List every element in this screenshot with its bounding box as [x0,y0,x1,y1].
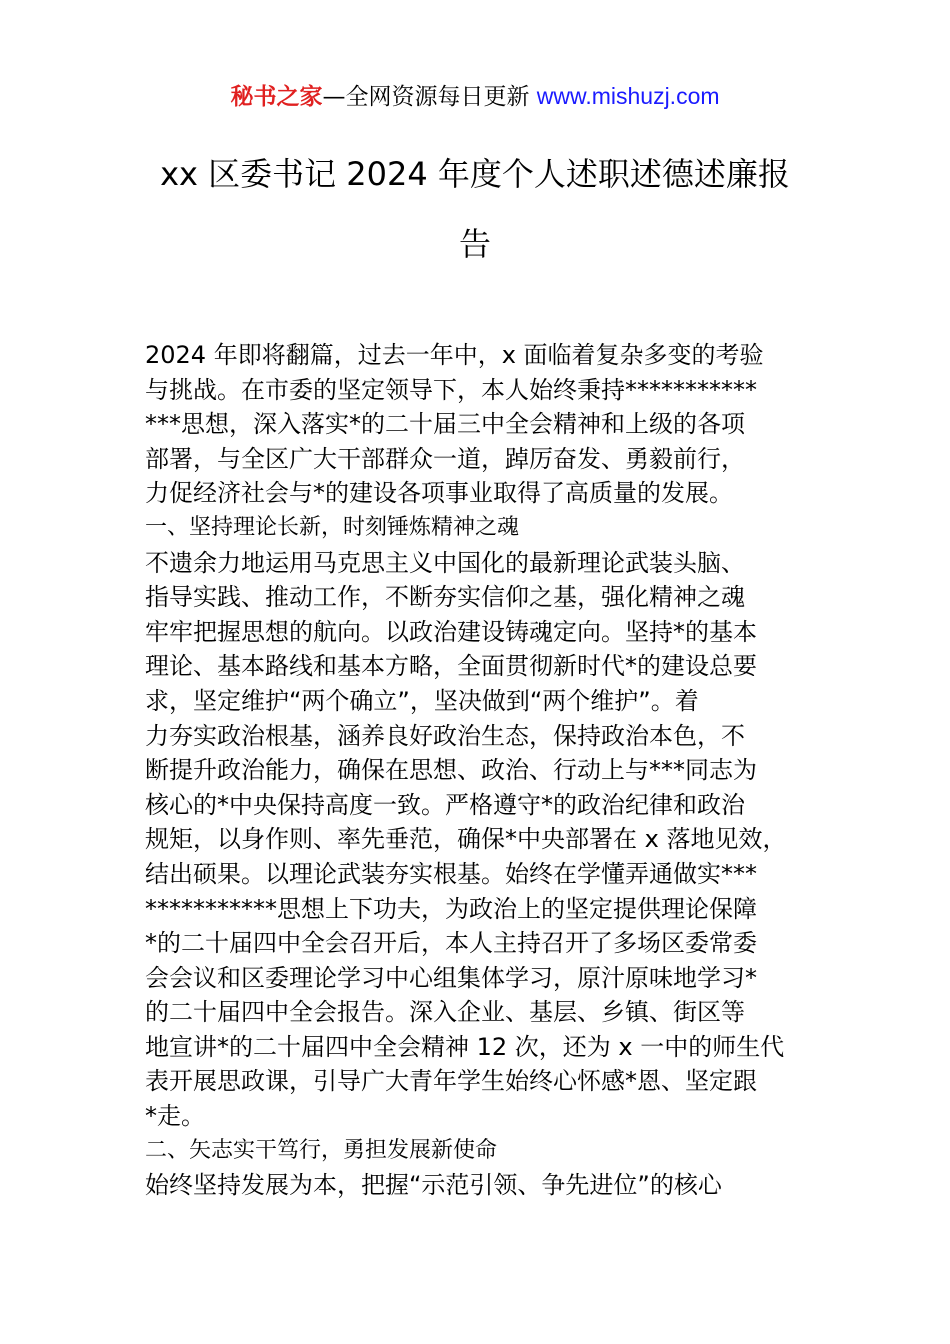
document-body [145,338,835,1203]
body-line: 不遗余力地运用马克思主义中国化的最新理论武装头脑、 [145,548,745,577]
body-line: 部署，与全区广大干部群众一道，踔厉奋发、勇毅前行， [145,444,745,473]
body-line: *走。 [145,1102,205,1131]
body-line: 断提升政治能力，确保在思想、政治、行动上与***同志为 [145,756,757,785]
site-tagline: —全网资源每日更新 [322,84,537,110]
site-name: 秘书之家 [230,84,323,110]
body-line: 核心的*中央保持高度一致。严格遵守*的政治纪律和政治 [145,790,745,819]
body-line: 指导实践、推动工作，不断夯实信仰之基，强化精神之魂 [145,583,745,612]
body-line: 力夯实政治根基，涵养良好政治生态，保持政治本色，不 [145,721,745,750]
body-line: *的二十届四中全会召开后，本人主持召开了多场区委常委 [145,929,757,958]
body-line: 的二十届四中全会报告。深入企业、基层、乡镇、街区等 [145,998,745,1027]
body-line: 始终坚持发展为本，把握“示范引领、争先进位”的核心 [145,1171,722,1200]
body-line: 力促经济社会与*的建设各项事业取得了高质量的发展。 [145,479,733,508]
body-line: 会会议和区委理论学习中心组集体学习，原汁原味地学习* [145,963,757,992]
body-line: 结出硕果。以理论武装夯实根基。始终在学懂弄通做实*** [145,859,757,888]
body-line: 规矩，以身作则、率先垂范，确保*中央部署在 x 落地见效， [145,825,787,854]
body-line: 地宣讲*的二十届四中全会精神 12 次，还为 x 一中的师生代 [145,1032,785,1061]
body-line: 理论、基本路线和基本方略，全面贯彻新时代*的建设总要 [145,652,757,681]
body-line: 表开展思政课，引导广大青年学生始终心怀感*恩、坚定跟 [145,1067,757,1096]
title-line-2: 告 [458,225,491,263]
title-line-1: xx 区委书记 2024 年度个人述职述德述廉报 [160,155,790,193]
site-header [0,80,950,113]
body-line: 牢牢把握思想的航向。以政治建设铸魂定向。坚持*的基本 [145,617,757,646]
site-url-link[interactable]: www.mishuzj.com [536,83,720,109]
document-title [140,152,810,266]
section-heading-1: 一、坚持理论长新，时刻锤炼精神之魂 [145,514,520,540]
body-line: 2024 年即将翻篇，过去一年中，x 面临着复杂多变的考验 [145,341,764,369]
section-heading-2: 二、矢志实干笃行，勇担发展新使命 [145,1137,498,1163]
body-line: 与挑战。在市委的坚定领导下，本人始终秉持*********** [145,375,757,404]
body-line: ***思想，深入落实*的二十届三中全会精神和上级的各项 [145,410,745,439]
body-line: 求，坚定维护“两个确立”，坚决做到“两个维护”。着 [145,686,699,715]
body-line: ***********思想上下功夫，为政治上的坚定提供理论保障 [145,894,757,923]
